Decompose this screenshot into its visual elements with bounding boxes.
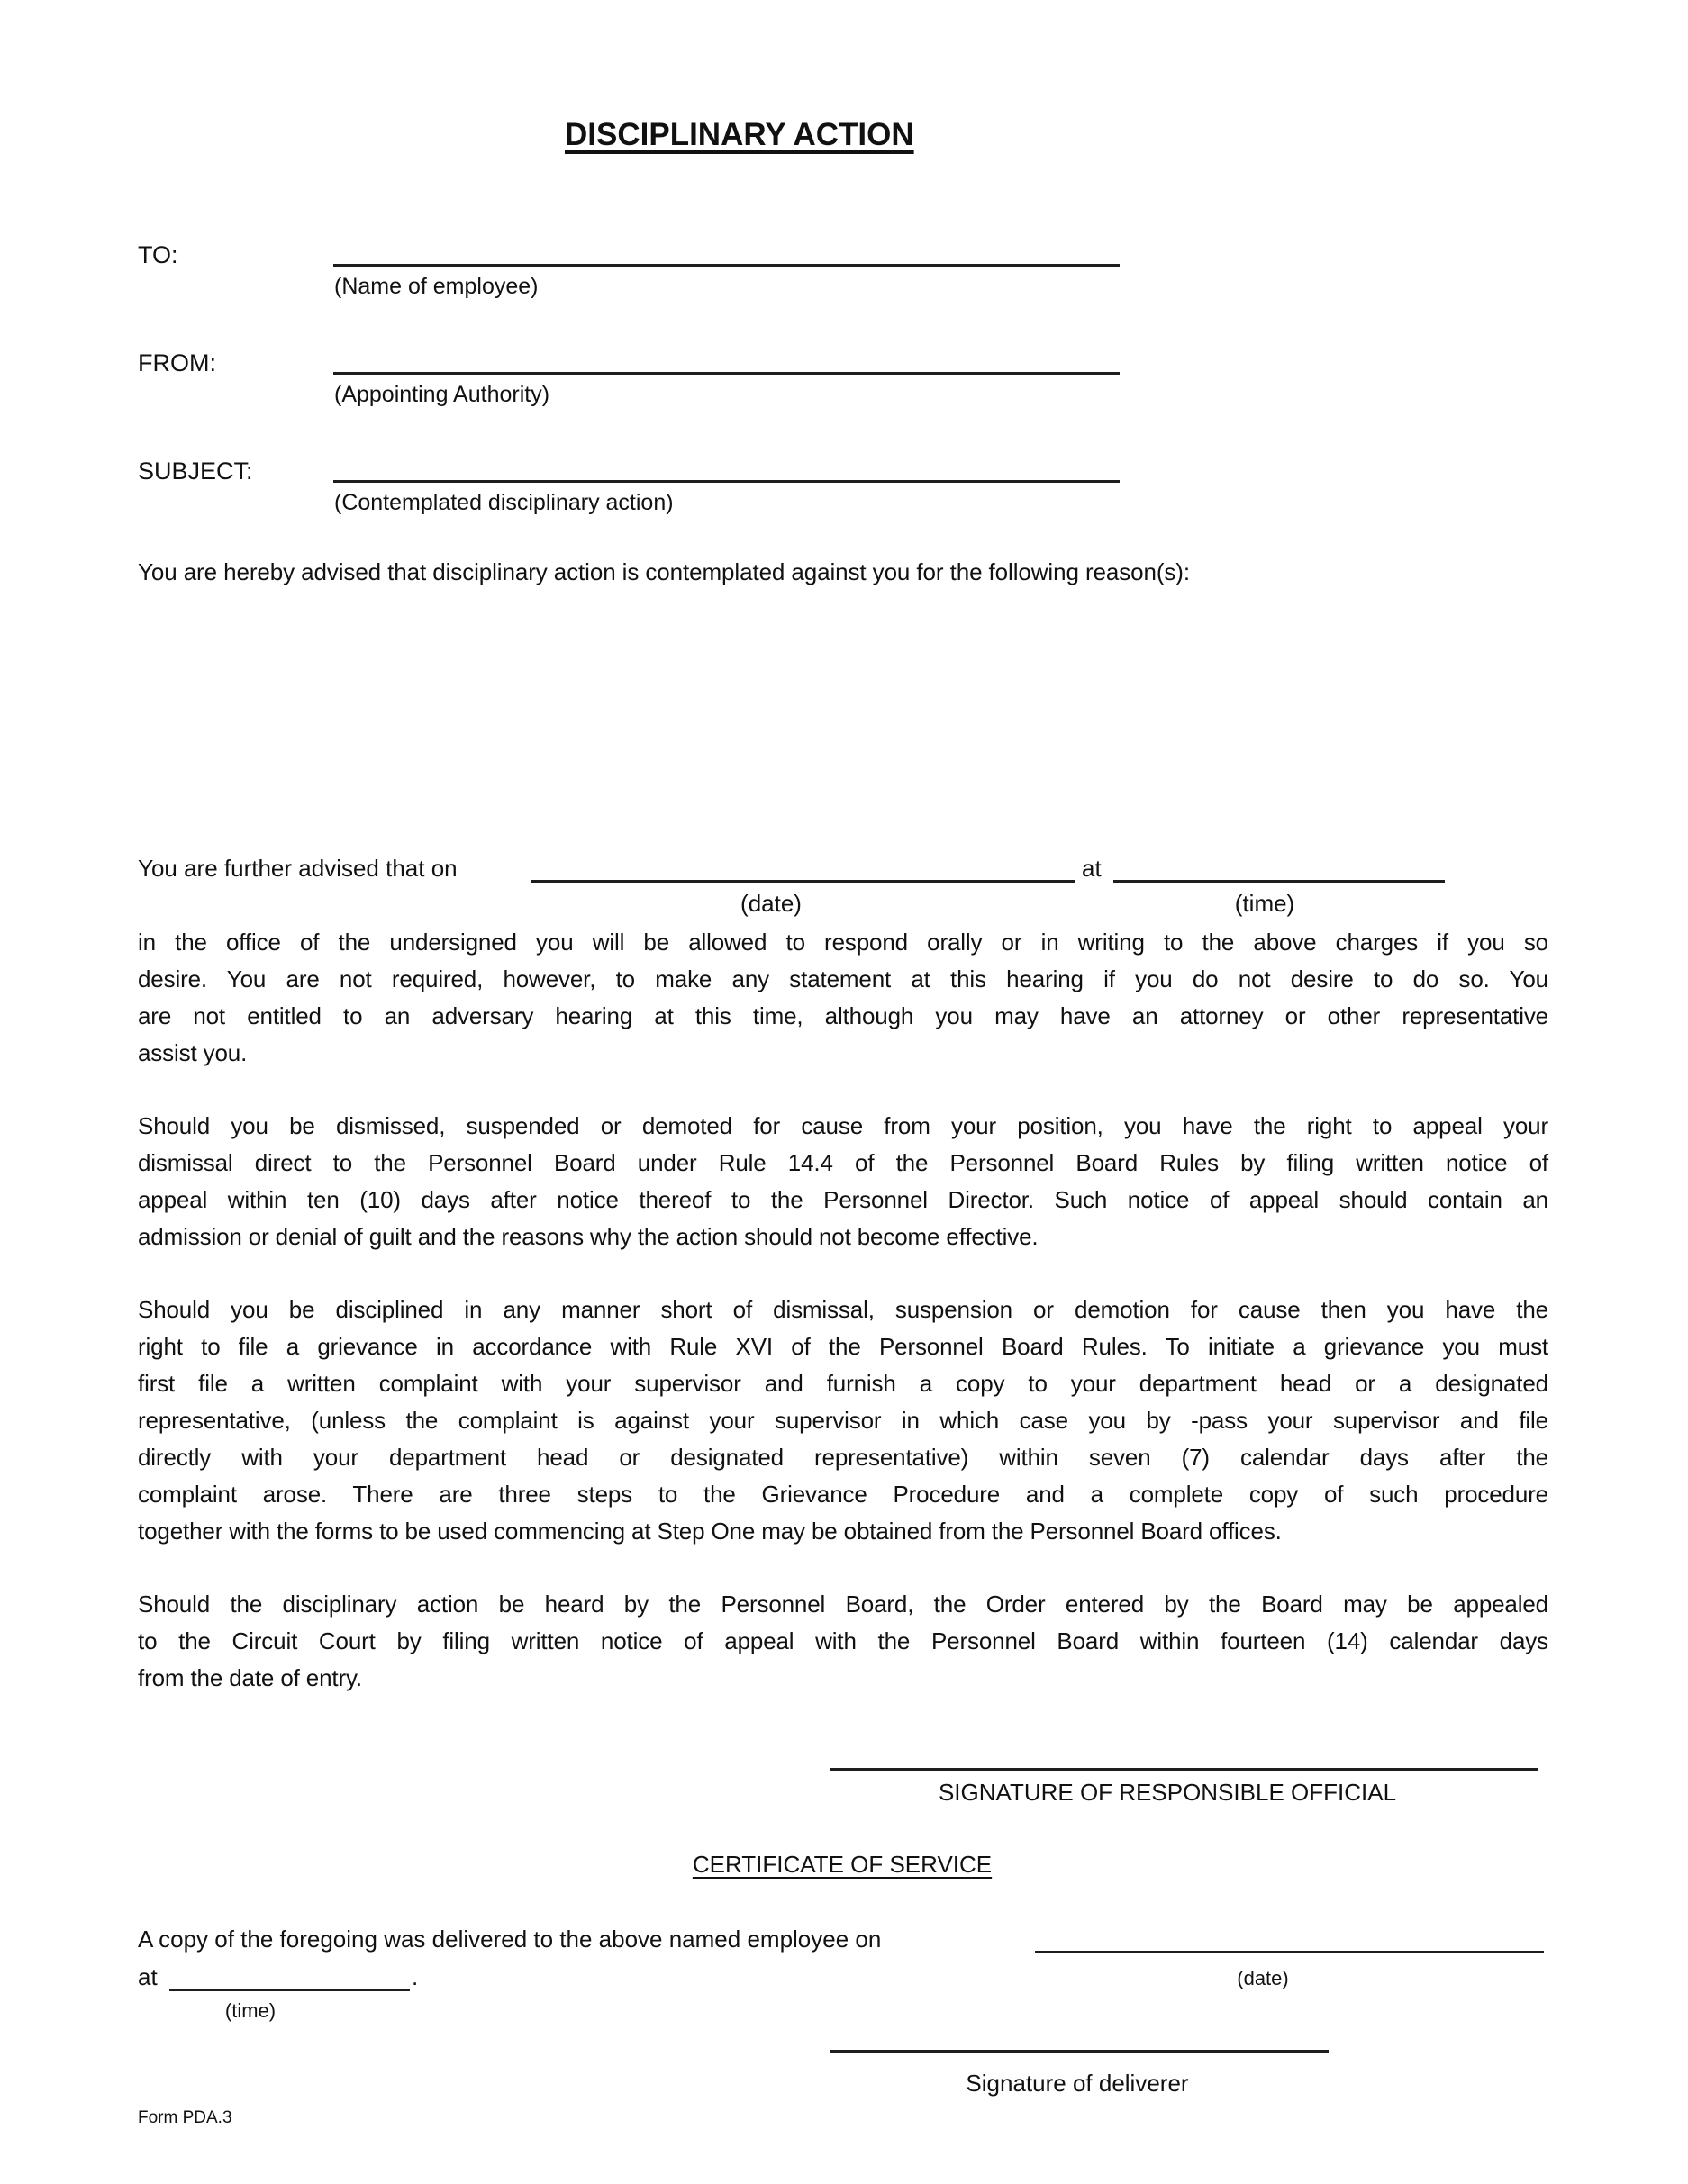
hearing-date-field[interactable] <box>531 880 1075 883</box>
delivery-date-caption: (date) <box>1237 1967 1289 1989</box>
official-signature-caption: SIGNATURE OF RESPONSIBLE OFFICIAL <box>938 1779 1397 1806</box>
to-name-field[interactable] <box>333 264 1120 267</box>
paragraph-3-line: first file a written complaint with your supervisor and furnish a copy to your department head or a designated <box>138 1370 1548 1397</box>
deliverer-signature-caption: Signature of deliverer <box>966 2070 1189 2097</box>
subject-action-field[interactable] <box>333 480 1120 483</box>
paragraph-3-line: right to file a grievance in accordance with Rule XVI of the Personnel Board Rules. To initiate a grievance you must <box>138 1333 1548 1360</box>
certificate-heading: CERTIFICATE OF SERVICE <box>692 1851 993 1878</box>
delivery-period: . <box>412 1963 419 1990</box>
from-authority-field[interactable] <box>333 372 1120 375</box>
hearing-time-caption: (time) <box>1234 890 1295 917</box>
subject-label: SUBJECT: <box>138 458 253 485</box>
paragraph-2-line: admission or denial of guilt and the reasons why the action should not become effective. <box>138 1223 1039 1250</box>
delivery-time-caption: (time) <box>224 1999 277 2022</box>
subject-caption: (Contemplated disciplinary action) <box>334 490 674 515</box>
from-caption: (Appointing Authority) <box>334 382 550 407</box>
to-caption: (Name of employee) <box>334 274 539 299</box>
hearing-at-label: at <box>1082 855 1102 882</box>
delivery-date-field[interactable] <box>1035 1951 1544 1953</box>
document-title: DISCIPLINARY ACTION <box>565 117 914 152</box>
hearing-date-caption: (date) <box>740 890 802 917</box>
paragraph-2-line: appeal within ten (10) days after notice thereof to the Personnel Director. Such notice of appeal should contain an <box>138 1186 1548 1213</box>
paragraph-4-line: to the Circuit Court by filing written notice of appeal with the Personnel Board within fourteen (14) calendar days <box>138 1627 1548 1654</box>
delivery-time-field[interactable] <box>169 1989 410 1991</box>
paragraph-1-line: assist you. <box>138 1039 248 1066</box>
hearing-prefix: You are further advised that on <box>138 855 458 882</box>
paragraph-3-line: directly with your department head or designated representative) within seven (7) calendar days after the <box>138 1444 1548 1471</box>
paragraph-3-line: together with the forms to be used commencing at Step One may be obtained from the Personnel Board offices. <box>138 1518 1282 1545</box>
to-label: TO: <box>138 241 178 268</box>
paragraph-1-line: desire. You are not required, however, to make any statement at this hearing if you do not desire to do so. You <box>138 965 1548 992</box>
paragraph-3-line: complaint arose. There are three steps to the Grievance Procedure and a complete copy of such procedure <box>138 1481 1548 1508</box>
certificate-line1: A copy of the foregoing was delivered to the above named employee on <box>138 1926 882 1953</box>
hearing-time-field[interactable] <box>1113 880 1445 883</box>
delivery-at-label: at <box>138 1963 158 1990</box>
reasons-intro: You are hereby advised that disciplinary action is contemplated against you for the following reason(s): <box>138 558 1190 585</box>
paragraph-1-line: are not entitled to an adversary hearing at this time, although you may have an attorney or other representative <box>138 1002 1548 1029</box>
paragraph-2-line: dismissal direct to the Personnel Board under Rule 14.4 of the Personnel Board Rules by filing written notice of <box>138 1149 1548 1176</box>
official-signature-field[interactable] <box>830 1768 1538 1771</box>
paragraph-3-line: representative, (unless the complaint is against your supervisor in which case you by -pass your supervisor and file <box>138 1407 1548 1434</box>
paragraph-4-line: Should the disciplinary action be heard by the Personnel Board, the Order entered by the Board may be appealed <box>138 1590 1548 1618</box>
paragraph-4-line: from the date of entry. <box>138 1664 362 1691</box>
reasons-area[interactable] <box>138 603 1548 829</box>
form-id: Form PDA.3 <box>138 2108 232 2127</box>
paragraph-2-line: Should you be dismissed, suspended or demoted for cause from your position, you have the right to appeal your <box>138 1112 1548 1139</box>
from-label: FROM: <box>138 349 216 376</box>
paragraph-1-line: in the office of the undersigned you will be allowed to respond orally or in writing to the above charges if you so <box>138 929 1548 956</box>
deliverer-signature-field[interactable] <box>830 2050 1329 2053</box>
paragraph-3-line: Should you be disciplined in any manner short of dismissal, suspension or demotion for cause then you have the <box>138 1296 1548 1323</box>
